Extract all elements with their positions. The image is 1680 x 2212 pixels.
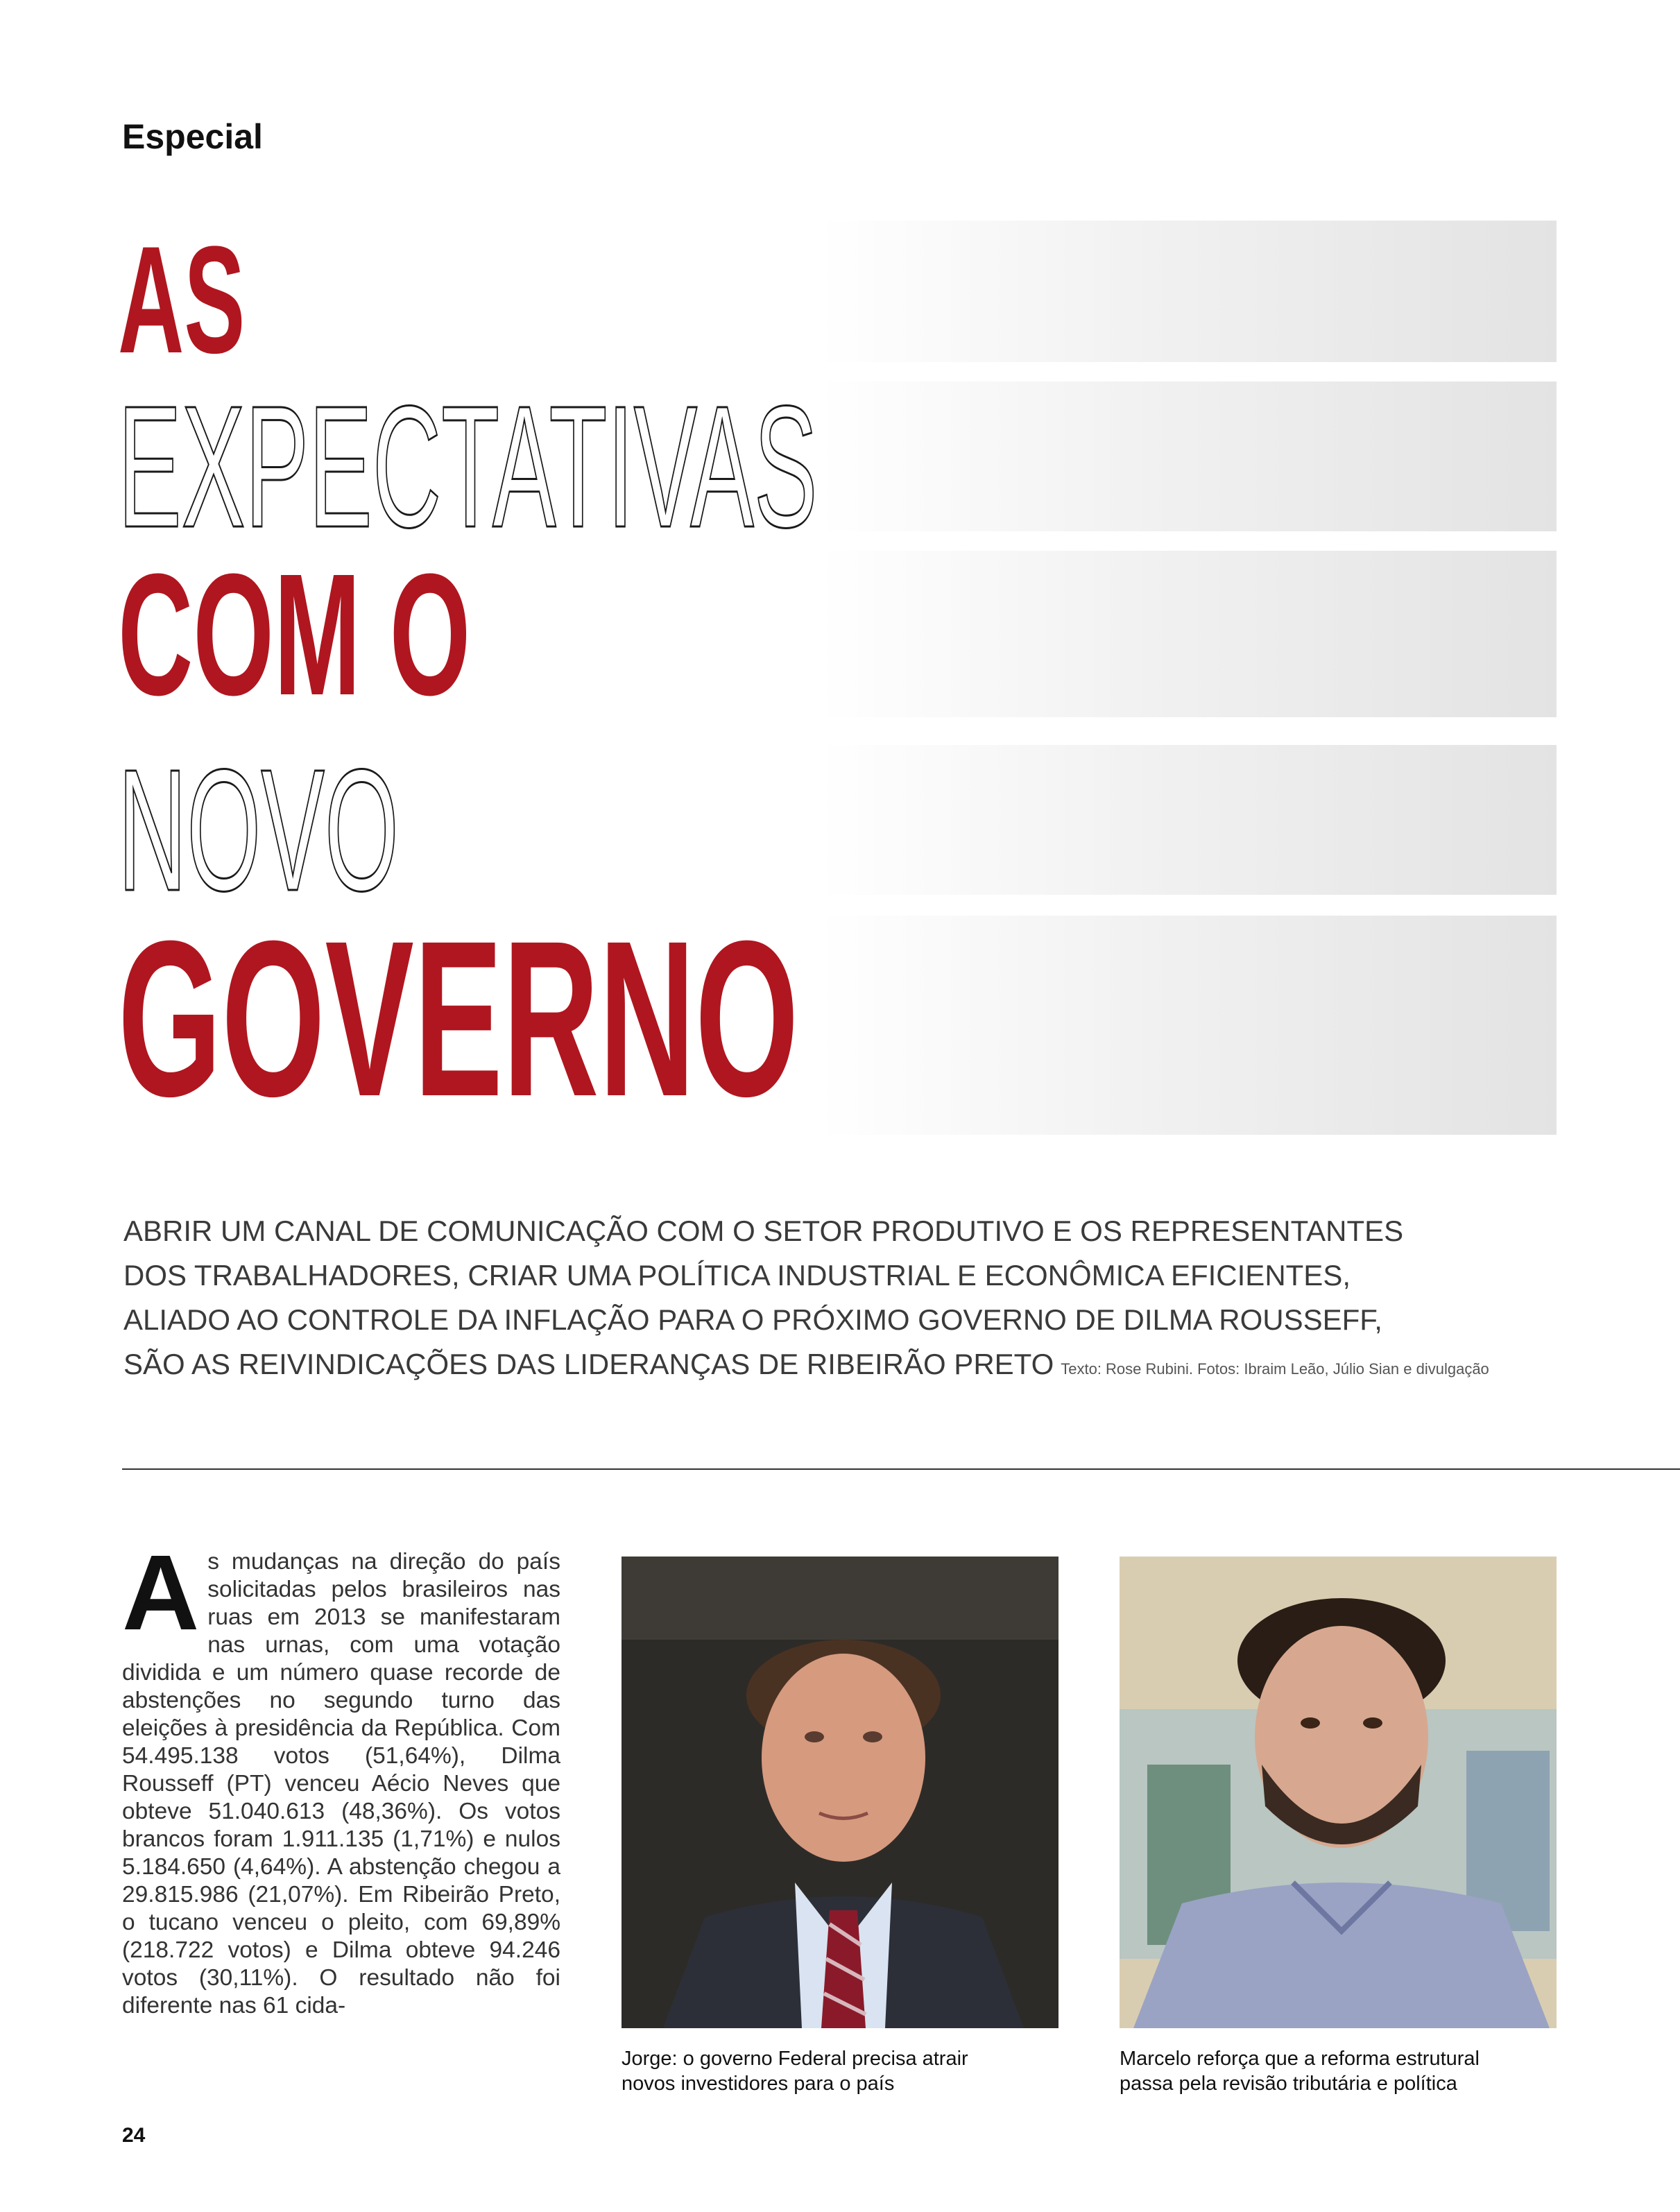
headline-band <box>818 221 1557 362</box>
caption-marcelo <box>1120 2046 1563 2096</box>
headline-band <box>818 381 1557 531</box>
deck-line-4-text: SÃO AS REIVINDICAÇÕES DAS LIDERANÇAS DE RIBEIRÃO PRETO <box>123 1348 1054 1380</box>
photo-jorge <box>622 1557 1058 2028</box>
deck-line-2: DOS TRABALHADORES, CRIAR UMA POLÍTICA INDUSTRIAL E ECONÔMICA EFICIENTES, <box>123 1259 1351 1292</box>
headline-band <box>818 745 1557 895</box>
body-column <box>122 1533 560 2020</box>
deck-line-4 <box>123 1348 1552 1380</box>
caption-line: Marcelo reforça que a reforma estrutural <box>1120 2048 1480 2070</box>
headline-line-1: AS <box>118 214 246 385</box>
page-number: 24 <box>122 2124 146 2147</box>
section-label: Especial <box>122 117 263 156</box>
caption-line: novos investidores para o país <box>622 2073 895 2095</box>
caption-line: Jorge: o governo Federal precisa atrair <box>622 2048 968 2070</box>
headline-band <box>818 916 1557 1135</box>
headline-line-5: GOVERNO <box>118 894 799 1142</box>
deck-line-3: ALIADO AO CONTROLE DA INFLAÇÃO PARA O PRÓXIMO GOVERNO DE DILMA ROUSSEFF, <box>123 1303 1382 1336</box>
deck-line-1: ABRIR UM CANAL DE COMUNICAÇÃO COM O SETOR PRODUTIVO E OS REPRESENTANTES <box>123 1215 1404 1247</box>
headline-line-4: NOVO <box>118 733 399 927</box>
headline-line-3: COM O <box>118 538 471 731</box>
caption-jorge <box>622 2046 1065 2096</box>
headline-band <box>818 551 1557 717</box>
headline-line-2: EXPECTATIVAS <box>118 370 818 563</box>
dropcap: A <box>122 1533 200 1652</box>
divider-rule <box>122 1468 1680 1470</box>
caption-line: passa pela revisão tributária e política <box>1120 2073 1457 2095</box>
photo-credit: Texto: Rose Rubini. Fotos: Ibraim Leão, Júlio Sian e divulgação <box>1061 1360 1489 1378</box>
body-text: s mudanças na direção do país solicitadas pelos brasileiros nas ruas em 2013 se manifestaram nas urnas, com uma votação dividida e um número quase recorde de abstenções no segundo turno das eleições à presidência da República. Com 54.495.138 votos (51,64%), Dilma Rousseff (PT) venceu Aécio Neves que obteve 51.040.613 (48,36%). Os votos brancos foram 1.911.135 (1,71%) e nulos 5.184.650 (4,64%). A abstenção chegou a 29.815.986 (21,07%). Em Ribeirão Preto, o tucano venceu o pleito, com 69,89% (218.722 votos) e Dilma obteve 94.246 votos (30,11%). O resultado não foi diferente nas 61 cida- <box>122 1549 560 2018</box>
photo-marcelo <box>1120 1557 1557 2028</box>
